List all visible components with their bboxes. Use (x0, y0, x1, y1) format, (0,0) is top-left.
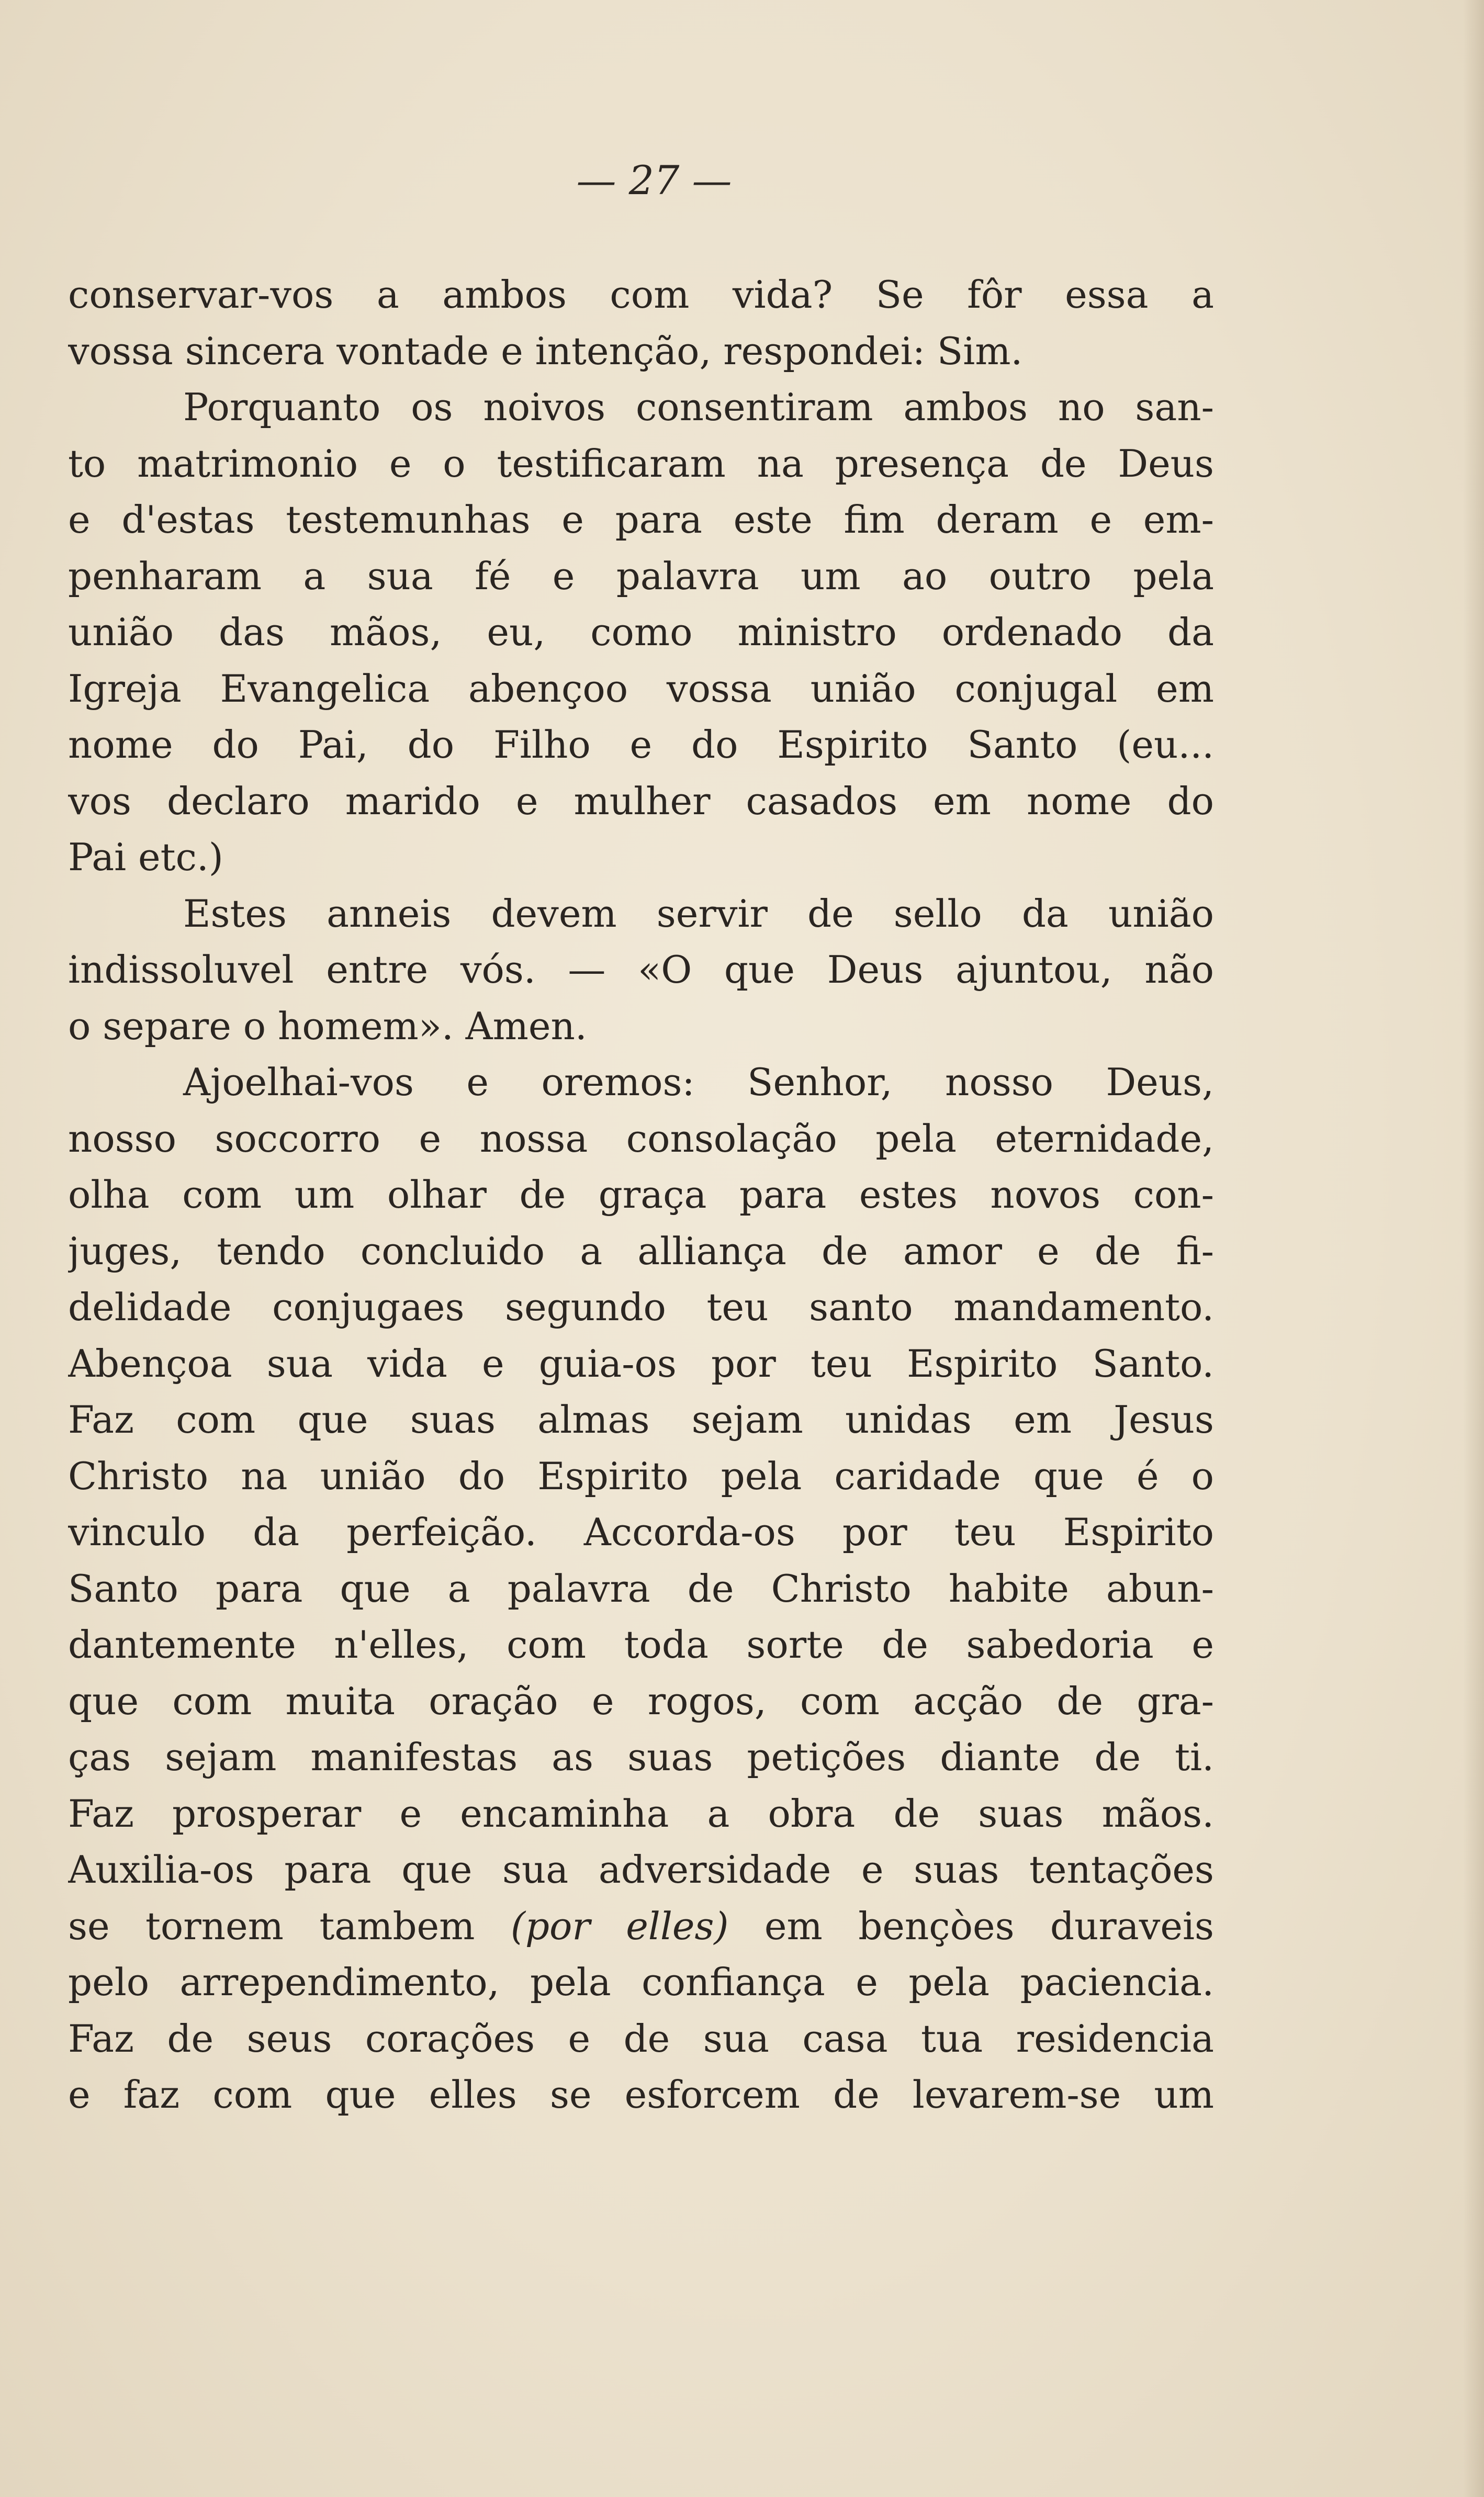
text-line: penharam a sua fé e palavra um ao outro pela (68, 554, 1214, 598)
text-line: ças sejam manifestas as suas petições diante de ti. (68, 1735, 1214, 1779)
text-line: Auxilia-os para que sua adversidade e suas tentações (68, 1848, 1214, 1892)
text-line: Abençoa sua vida e guia-os por teu Espirito Santo. (68, 1341, 1214, 1386)
text-line: Ajoelhai-vos e oremos: Senhor, nosso Deus, (183, 1060, 1214, 1104)
text-line: olha com um olhar de graça para estes novos con- (68, 1173, 1214, 1217)
text-line: união das mãos, eu, como ministro ordenado da (68, 610, 1214, 654)
text-line: vos declaro marido e mulher casados em nome do (68, 779, 1214, 823)
text-line: Porquanto os noivos consentiram ambos no san- (183, 385, 1214, 429)
text-line: vossa sincera vontade e intenção, respondei: Sim. (68, 329, 1023, 373)
text-line: Faz de seus corações e de sua casa tua residencia (68, 2016, 1214, 2061)
text-line: e d'estas testemunhas e para este fim deram e em- (68, 498, 1214, 542)
text-line: nome do Pai, do Filho e do Espirito Santo (eu... (68, 723, 1214, 767)
text-line: nosso soccorro e nossa consolação pela eternidade, (68, 1116, 1214, 1161)
text-line: pelo arrependimento, pela confiança e pela paciencia. (68, 1960, 1214, 2004)
text-line: juges, tendo concluido a alliança de amor e de fi- (68, 1229, 1214, 1273)
text-line: Christo na união do Espirito pela caridade que é o (68, 1454, 1214, 1498)
italic-phrase: (por elles) (510, 1904, 729, 1948)
text-line: conservar-vos a ambos com vida? Se fôr essa a (68, 273, 1214, 317)
text-line: e faz com que elles se esforcem de levarem-se um (68, 2073, 1214, 2117)
text-segment: em bençòes duraveis (728, 1904, 1214, 1948)
text-line: indissoluvel entre vós. — «O que Deus ajuntou, não (68, 948, 1214, 992)
text-line: dantemente n'elles, com toda sorte de sabedoria e (68, 1623, 1214, 1667)
text-line: to matrimonio e o testificaram na presença de Deus (68, 441, 1214, 486)
text-line: delidade conjugaes segundo teu santo mandamento. (68, 1285, 1214, 1329)
body-text (68, 267, 1214, 2123)
text-line (68, 1898, 1214, 1955)
page-number: — 27 — (576, 157, 732, 204)
text-line: Faz com que suas almas sejam unidas em Jesus (68, 1398, 1214, 1442)
text-line: vinculo da perfeição. Accorda-os por teu Espirito (68, 1510, 1214, 1554)
text-line: Santo para que a palavra de Christo habite abun- (68, 1566, 1214, 1611)
text-line: Estes anneis devem servir de sello da união (183, 891, 1214, 936)
text-line: Pai etc.) (68, 835, 223, 879)
text-line: Igreja Evangelica abençoo vossa união conjugal em (68, 666, 1214, 711)
page-edge-shadow (1463, 0, 1484, 2497)
text-line: o separe o homem». Amen. (68, 1004, 587, 1048)
text-segment: se tornem tambem (68, 1904, 511, 1948)
text-line: que com muita oração e rogos, com acção de gra- (68, 1679, 1214, 1723)
text-line: Faz prosperar e encaminha a obra de suas mãos. (68, 1791, 1214, 1836)
